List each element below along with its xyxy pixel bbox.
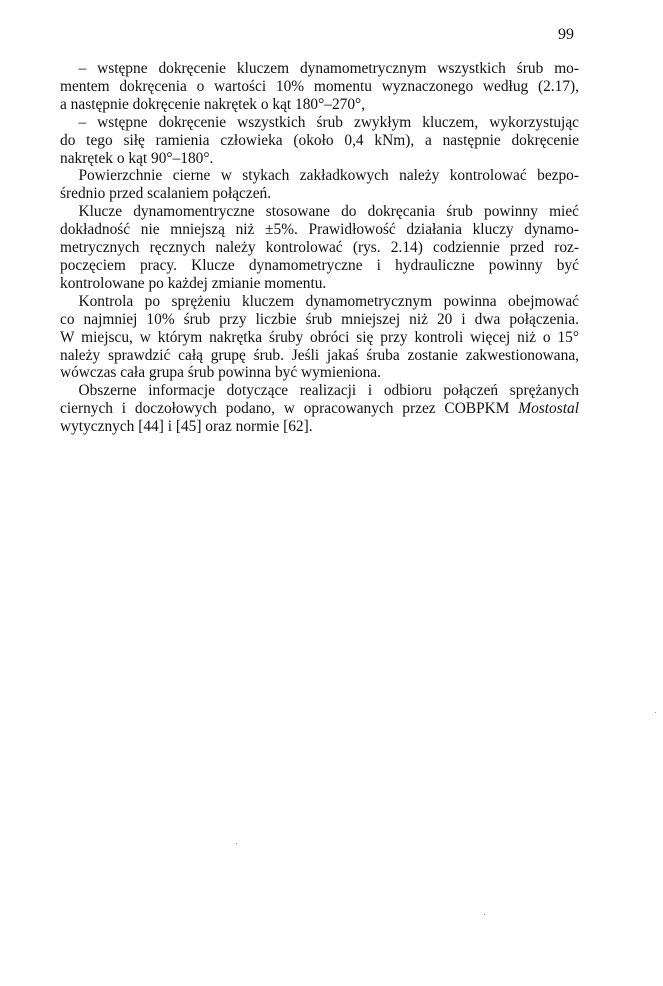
text-line: dokładność nie mniejszą niż ±5%. Prawidłowość działania kluczy dynamo- — [60, 221, 579, 239]
text-line: co najmniej 10% śrub przy liczbie śrub mniejszej niż 20 i dwa połączenia. — [60, 310, 579, 328]
text-line: Powierzchnie cierne w stykach zakładkowych należy kontrolować bezpo- — [78, 167, 579, 185]
text-line: mentem dokręcenia o wartości 10% momentu wyznaczonego według (2.17), — [60, 77, 579, 95]
paragraph-list-item-2 — [60, 114, 579, 168]
paragraph-list-item-1 — [60, 60, 579, 114]
text-line: poczęciem pracy. Klucze dynamometryczne i hydrauliczne powinny być — [60, 256, 579, 274]
scan-speck — [236, 843, 237, 844]
paragraph-torque-wrenches — [60, 203, 579, 293]
body-text — [60, 60, 579, 436]
text-line: W miejscu, w którym nakrętka śruby obróci się przy kontroli więcej niż o 15° — [60, 328, 579, 346]
text-segment: ciernych i doczołowych podano, w opracowanych przez COBPKM — [60, 400, 510, 418]
text-line — [60, 400, 579, 418]
text-line: należy sprawdzić całą grupę śrub. Jeśli jakaś śruba zostanie zakwestionowana, — [60, 346, 579, 364]
text-line: – wstępne dokręcenie wszystkich śrub zwykłym kluczem, wykorzystując — [78, 113, 579, 131]
text-line: wówczas cała grupa śrub powinna być wymieniona. — [60, 364, 381, 382]
text-line: Kontrola po sprężeniu kluczem dynamometrycznym powinna obejmować — [78, 292, 579, 310]
text-line: do tego siłę ramienia człowieka (około 0,4 kNm), a następnie dokręcenie — [60, 131, 579, 149]
text-line: metrycznych ręcznych należy kontrolować (rys. 2.14) codziennie przed roz- — [60, 239, 579, 257]
text-line: kontrolowane po każdej zmianie momentu. — [60, 274, 327, 292]
paragraph-inspection — [60, 293, 579, 383]
text-line: nakrętek o kąt 90°–180°. — [60, 149, 214, 167]
text-line: – wstępne dokręcenie kluczem dynamometrycznym wszystkich śrub mo- — [78, 60, 579, 77]
italic-term: Mostostal — [518, 400, 579, 418]
text-line: średnio przed scalaniem połączeń. — [60, 185, 272, 203]
text-line: a następnie dokręcenie nakrętek o kąt 180°–270°, — [60, 95, 366, 113]
text-line: wytycznych [44] i [45] oraz normie [62]. — [60, 418, 313, 436]
paragraph-references — [60, 382, 579, 436]
text-line: Obszerne informacje dotyczące realizacji i odbioru połączeń sprężanych — [78, 382, 579, 400]
text-line: Klucze dynamomentryczne stosowane do dokręcania śrub powinny mieć — [78, 203, 579, 221]
scan-speck — [484, 914, 485, 915]
paragraph-friction-surfaces — [60, 167, 579, 203]
scan-speck — [655, 712, 656, 713]
page-number: 99 — [558, 26, 574, 43]
